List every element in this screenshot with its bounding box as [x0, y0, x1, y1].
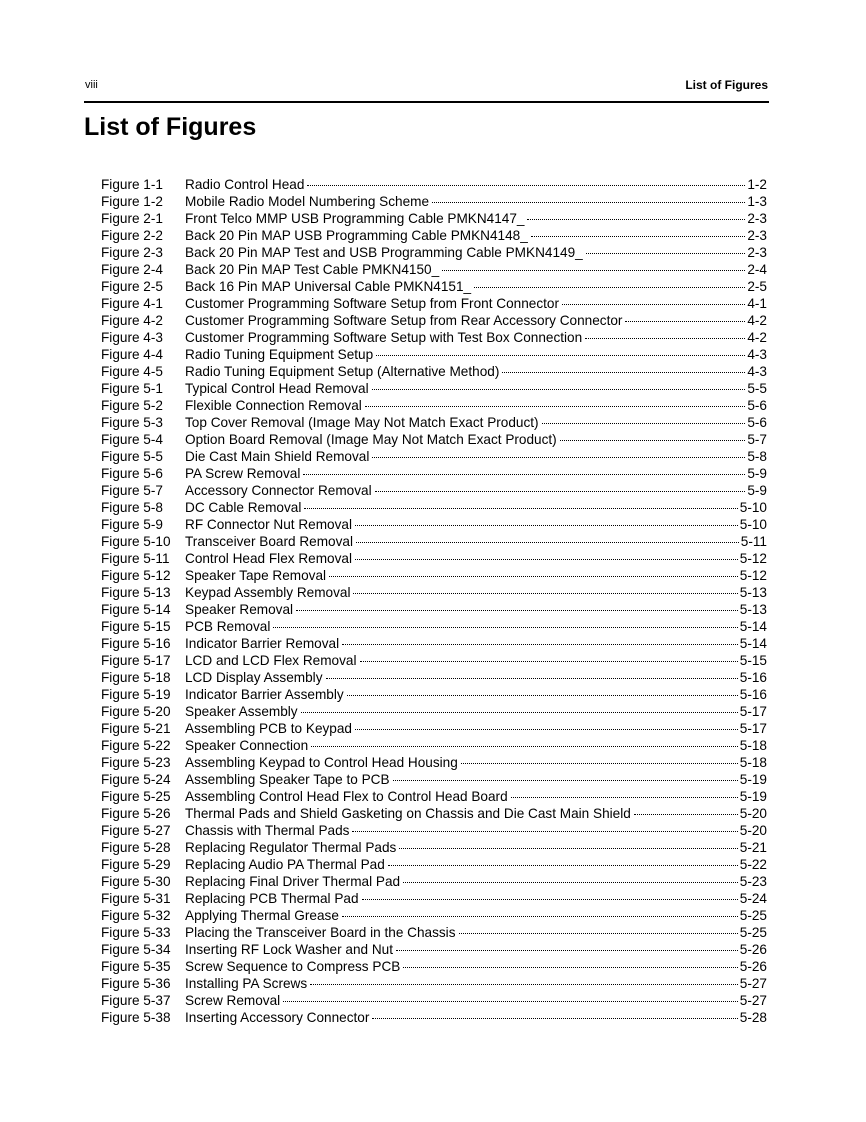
list-item[interactable] — [101, 584, 767, 601]
figure-page: 5-17 — [739, 721, 767, 736]
figure-page: 1-3 — [747, 194, 767, 209]
figure-title: Replacing Audio PA Thermal Pad — [185, 857, 385, 872]
figure-number: Figure 5-29 — [101, 857, 171, 872]
list-item[interactable] — [101, 516, 767, 533]
figure-title: RF Connector Nut Removal — [185, 517, 352, 532]
figure-page: 5-16 — [739, 670, 767, 685]
list-item[interactable] — [101, 924, 767, 941]
figure-number: Figure 2-1 — [101, 211, 163, 226]
figure-number: Figure 2-4 — [101, 262, 163, 277]
list-item[interactable] — [101, 635, 767, 652]
page-number: viii — [85, 79, 98, 91]
figure-page: 5-20 — [739, 806, 767, 821]
figure-number: Figure 5-33 — [101, 925, 171, 940]
figure-title: Inserting RF Lock Washer and Nut — [185, 942, 394, 957]
list-item[interactable] — [101, 261, 767, 278]
figure-page: 5-7 — [747, 432, 767, 447]
list-item[interactable] — [101, 210, 767, 227]
dot-leader — [396, 950, 738, 951]
figure-title: Die Cast Main Shield Removal — [185, 449, 370, 464]
figure-title: Back 20 Pin MAP Test Cable PMKN4150_ — [185, 262, 440, 277]
dot-leader — [511, 797, 738, 798]
list-item[interactable] — [101, 482, 767, 499]
figure-page: 5-6 — [747, 415, 767, 430]
figure-number: Figure 5-3 — [101, 415, 163, 430]
list-item[interactable] — [101, 720, 767, 737]
figure-number: Figure 5-35 — [101, 959, 171, 974]
figure-number: Figure 5-28 — [101, 840, 171, 855]
figure-title: DC Cable Removal — [185, 500, 302, 515]
dot-leader — [362, 899, 738, 900]
figure-number: Figure 4-3 — [101, 330, 163, 345]
list-item[interactable] — [101, 550, 767, 567]
figure-number: Figure 5-6 — [101, 466, 163, 481]
dot-leader — [372, 457, 745, 458]
figure-page: 5-28 — [739, 1010, 767, 1025]
figure-page: 5-12 — [739, 551, 767, 566]
running-header: List of Figures — [685, 78, 768, 92]
list-item[interactable] — [101, 601, 767, 618]
figure-title: Keypad Assembly Removal — [185, 585, 351, 600]
figure-title: Installing PA Screws — [185, 976, 308, 991]
figure-title: Typical Control Head Removal — [185, 381, 369, 396]
figure-number: Figure 5-32 — [101, 908, 171, 923]
figure-number: Figure 2-3 — [101, 245, 163, 260]
figure-page: 5-13 — [739, 585, 767, 600]
figure-title: Replacing PCB Thermal Pad — [185, 891, 359, 906]
dot-leader — [355, 525, 738, 526]
figure-title: PA Screw Removal — [185, 466, 301, 481]
figure-number: Figure 4-4 — [101, 347, 163, 362]
figure-page: 5-27 — [739, 976, 767, 991]
figure-title: Speaker Tape Removal — [185, 568, 327, 583]
list-item[interactable] — [101, 618, 767, 635]
figure-list — [101, 176, 767, 1026]
figure-number: Figure 5-34 — [101, 942, 171, 957]
figure-title: Accessory Connector Removal — [185, 483, 372, 498]
figure-page: 5-22 — [739, 857, 767, 872]
figure-page: 5-5 — [747, 381, 767, 396]
page-title: List of Figures — [84, 113, 257, 141]
list-item[interactable] — [101, 771, 767, 788]
figure-title: Applying Thermal Grease — [185, 908, 339, 923]
figure-title: Screw Sequence to Compress PCB — [185, 959, 401, 974]
dot-leader — [388, 865, 738, 866]
figure-number: Figure 5-17 — [101, 653, 171, 668]
figure-number: Figure 5-14 — [101, 602, 171, 617]
dot-leader — [342, 916, 738, 917]
figure-number: Figure 5-16 — [101, 636, 171, 651]
list-item[interactable] — [101, 414, 767, 431]
figure-title: LCD Display Assembly — [185, 670, 323, 685]
dot-leader — [586, 253, 746, 254]
dot-leader — [403, 882, 738, 883]
figure-title: Assembling Keypad to Control Head Housing — [185, 755, 458, 770]
figure-title: Control Head Flex Removal — [185, 551, 352, 566]
figure-page: 5-18 — [739, 738, 767, 753]
figure-number: Figure 5-12 — [101, 568, 171, 583]
dot-leader — [461, 763, 738, 764]
list-item[interactable] — [101, 822, 767, 839]
figure-page: 5-24 — [739, 891, 767, 906]
figure-number: Figure 5-27 — [101, 823, 171, 838]
figure-number: Figure 5-30 — [101, 874, 171, 889]
figure-page: 5-11 — [740, 534, 767, 549]
dot-leader — [301, 712, 738, 713]
figure-title: Speaker Assembly — [185, 704, 298, 719]
dot-leader — [355, 559, 738, 560]
figure-page: 4-2 — [747, 330, 767, 345]
list-item[interactable] — [101, 312, 767, 329]
dot-leader — [585, 338, 745, 339]
list-item[interactable] — [101, 992, 767, 1009]
figure-number: Figure 5-36 — [101, 976, 171, 991]
figure-title: Assembling Control Head Flex to Control Head Board — [185, 789, 508, 804]
dot-leader — [372, 389, 746, 390]
figure-page: 5-8 — [747, 449, 767, 464]
dot-leader — [296, 610, 738, 611]
figure-page: 5-14 — [739, 636, 767, 651]
figure-title: Option Board Removal (Image May Not Match Exact Product) — [185, 432, 557, 447]
list-item[interactable] — [101, 567, 767, 584]
figure-page: 4-2 — [747, 313, 767, 328]
dot-leader — [442, 270, 745, 271]
list-item[interactable] — [101, 686, 767, 703]
list-item[interactable] — [101, 839, 767, 856]
figure-title: Top Cover Removal (Image May Not Match Exact Product) — [185, 415, 539, 430]
figure-page: 5-23 — [739, 874, 767, 889]
figure-number: Figure 5-7 — [101, 483, 163, 498]
figure-number: Figure 5-31 — [101, 891, 171, 906]
list-item[interactable] — [101, 329, 767, 346]
figure-page: 5-20 — [739, 823, 767, 838]
dot-leader — [634, 814, 738, 815]
figure-title: PCB Removal — [185, 619, 271, 634]
figure-title: Customer Programming Software Setup with Test Box Connection — [185, 330, 583, 345]
dot-leader — [375, 491, 746, 492]
dot-leader — [531, 236, 746, 237]
figure-number: Figure 5-5 — [101, 449, 163, 464]
dot-leader — [342, 644, 738, 645]
figure-page: 5-19 — [739, 772, 767, 787]
header-rule — [84, 101, 769, 103]
figure-page: 5-25 — [739, 925, 767, 940]
figure-page: 2-3 — [747, 245, 767, 260]
figure-page: 5-13 — [739, 602, 767, 617]
figure-page: 5-16 — [739, 687, 767, 702]
dot-leader — [273, 627, 737, 628]
figure-number: Figure 5-1 — [101, 381, 163, 396]
list-item[interactable] — [101, 652, 767, 669]
figure-title: Chassis with Thermal Pads — [185, 823, 350, 838]
list-item[interactable] — [101, 907, 767, 924]
list-item[interactable] — [101, 669, 767, 686]
figure-number: Figure 5-38 — [101, 1010, 171, 1025]
list-item[interactable] — [101, 873, 767, 890]
figure-number: Figure 5-18 — [101, 670, 171, 685]
figure-page: 5-9 — [747, 483, 767, 498]
figure-title: Inserting Accessory Connector — [185, 1010, 370, 1025]
figure-number: Figure 2-5 — [101, 279, 163, 294]
dot-leader — [399, 848, 737, 849]
list-item[interactable] — [101, 465, 767, 482]
dot-leader — [459, 933, 738, 934]
dot-leader — [527, 219, 745, 220]
list-item[interactable] — [101, 363, 767, 380]
figure-title: Replacing Final Driver Thermal Pad — [185, 874, 401, 889]
list-item[interactable] — [101, 737, 767, 754]
figure-number: Figure 5-20 — [101, 704, 171, 719]
dot-leader — [542, 423, 746, 424]
figure-number: Figure 5-19 — [101, 687, 171, 702]
figure-title: Mobile Radio Model Numbering Scheme — [185, 194, 430, 209]
figure-number: Figure 5-26 — [101, 806, 171, 821]
figure-number: Figure 1-2 — [101, 194, 163, 209]
dot-leader — [625, 321, 745, 322]
dot-leader — [372, 1018, 737, 1019]
figure-number: Figure 4-2 — [101, 313, 163, 328]
figure-title: Customer Programming Software Setup from Rear Accessory Connector — [185, 313, 623, 328]
dot-leader — [376, 355, 745, 356]
dot-leader — [403, 967, 737, 968]
figure-title: Front Telco MMP USB Programming Cable PMKN4147_ — [185, 211, 525, 226]
dot-leader — [365, 406, 746, 407]
figure-page: 5-19 — [739, 789, 767, 804]
list-item[interactable] — [101, 958, 767, 975]
figure-title: Screw Removal — [185, 993, 281, 1008]
list-item[interactable] — [101, 431, 767, 448]
list-item[interactable] — [101, 448, 767, 465]
list-item[interactable] — [101, 805, 767, 822]
figure-number: Figure 5-10 — [101, 534, 171, 549]
list-item[interactable] — [101, 278, 767, 295]
figure-number: Figure 5-24 — [101, 772, 171, 787]
figure-page: 5-15 — [739, 653, 767, 668]
list-item[interactable] — [101, 754, 767, 771]
dot-leader — [560, 440, 746, 441]
figure-page: 5-10 — [739, 517, 767, 532]
figure-page: 4-3 — [747, 347, 767, 362]
list-item[interactable] — [101, 380, 767, 397]
figure-number: Figure 4-5 — [101, 364, 163, 379]
figure-page: 1-2 — [747, 177, 767, 192]
figure-number: Figure 5-21 — [101, 721, 171, 736]
figure-title: Assembling PCB to Keypad — [185, 721, 352, 736]
list-item[interactable] — [101, 975, 767, 992]
dot-leader — [393, 780, 738, 781]
dot-leader — [432, 202, 745, 203]
figure-number: Figure 4-1 — [101, 296, 163, 311]
figure-page: 5-25 — [739, 908, 767, 923]
dot-leader — [360, 661, 738, 662]
dot-leader — [355, 729, 738, 730]
figure-title: Indicator Barrier Assembly — [185, 687, 344, 702]
figure-number: Figure 5-4 — [101, 432, 163, 447]
list-item[interactable] — [101, 193, 767, 210]
figure-title: Speaker Removal — [185, 602, 294, 617]
figure-title: Back 20 Pin MAP Test and USB Programming Cable PMKN4149_ — [185, 245, 583, 260]
figure-page: 5-14 — [739, 619, 767, 634]
figure-title: Back 16 Pin MAP Universal Cable PMKN4151_ — [185, 279, 472, 294]
figure-number: Figure 5-25 — [101, 789, 171, 804]
figure-title: Speaker Connection — [185, 738, 309, 753]
list-item[interactable] — [101, 499, 767, 516]
list-item[interactable] — [101, 176, 767, 193]
list-item[interactable] — [101, 941, 767, 958]
figure-title: Indicator Barrier Removal — [185, 636, 340, 651]
figure-page: 2-3 — [747, 211, 767, 226]
dot-leader — [326, 678, 738, 679]
dot-leader — [352, 831, 737, 832]
dot-leader — [303, 474, 745, 475]
figure-page: 2-3 — [747, 228, 767, 243]
dot-leader — [307, 185, 745, 186]
figure-page: 4-1 — [747, 296, 767, 311]
figure-title: Flexible Connection Removal — [185, 398, 362, 413]
list-item[interactable] — [101, 397, 767, 414]
figure-title: Radio Tuning Equipment Setup (Alternative Method) — [185, 364, 500, 379]
figure-number: Figure 1-1 — [101, 177, 163, 192]
list-item[interactable] — [101, 703, 767, 720]
figure-page: 2-4 — [747, 262, 767, 277]
figure-number: Figure 5-9 — [101, 517, 163, 532]
figure-title: Transceiver Board Removal — [185, 534, 353, 549]
figure-page: 5-26 — [739, 959, 767, 974]
dot-leader — [356, 542, 739, 543]
list-item[interactable] — [101, 227, 767, 244]
figure-number: Figure 5-11 — [101, 551, 170, 566]
list-item[interactable] — [101, 856, 767, 873]
dot-leader — [304, 508, 737, 509]
figure-page: 5-6 — [747, 398, 767, 413]
figure-page: 2-5 — [747, 279, 767, 294]
figure-number: Figure 5-8 — [101, 500, 163, 515]
list-item[interactable] — [101, 1009, 767, 1026]
figure-number: Figure 5-15 — [101, 619, 171, 634]
figure-page: 5-21 — [739, 840, 767, 855]
figure-number: Figure 5-13 — [101, 585, 171, 600]
dot-leader — [474, 287, 745, 288]
figure-title: Thermal Pads and Shield Gasketing on Chassis and Die Cast Main Shield — [185, 806, 631, 821]
figure-page: 5-27 — [739, 993, 767, 1008]
figure-number: Figure 5-37 — [101, 993, 171, 1008]
figure-page: 5-10 — [739, 500, 767, 515]
figure-title: LCD and LCD Flex Removal — [185, 653, 357, 668]
figure-number: Figure 5-23 — [101, 755, 171, 770]
figure-page: 5-18 — [739, 755, 767, 770]
list-item[interactable] — [101, 533, 767, 550]
dot-leader — [283, 1001, 738, 1002]
dot-leader — [311, 746, 738, 747]
dot-leader — [502, 372, 745, 373]
figure-title: Assembling Speaker Tape to PCB — [185, 772, 390, 787]
figure-page: 5-26 — [739, 942, 767, 957]
dot-leader — [562, 304, 745, 305]
dot-leader — [329, 576, 738, 577]
list-item[interactable] — [101, 788, 767, 805]
figure-title: Customer Programming Software Setup from Front Connector — [185, 296, 559, 311]
list-item[interactable] — [101, 890, 767, 907]
figure-title: Radio Control Head — [185, 177, 305, 192]
dot-leader — [310, 984, 738, 985]
list-item[interactable] — [101, 346, 767, 363]
figure-number: Figure 2-2 — [101, 228, 163, 243]
list-item[interactable] — [101, 244, 767, 261]
figure-number: Figure 5-2 — [101, 398, 163, 413]
list-item[interactable] — [101, 295, 767, 312]
figure-title: Radio Tuning Equipment Setup — [185, 347, 374, 362]
figure-page: 4-3 — [747, 364, 767, 379]
figure-number: Figure 5-22 — [101, 738, 171, 753]
figure-page: 5-12 — [739, 568, 767, 583]
figure-title: Replacing Regulator Thermal Pads — [185, 840, 397, 855]
figure-title: Back 20 Pin MAP USB Programming Cable PMKN4148_ — [185, 228, 528, 243]
dot-leader — [347, 695, 738, 696]
dot-leader — [353, 593, 737, 594]
figure-title: Placing the Transceiver Board in the Chassis — [185, 925, 456, 940]
figure-page: 5-17 — [739, 704, 767, 719]
figure-page: 5-9 — [747, 466, 767, 481]
